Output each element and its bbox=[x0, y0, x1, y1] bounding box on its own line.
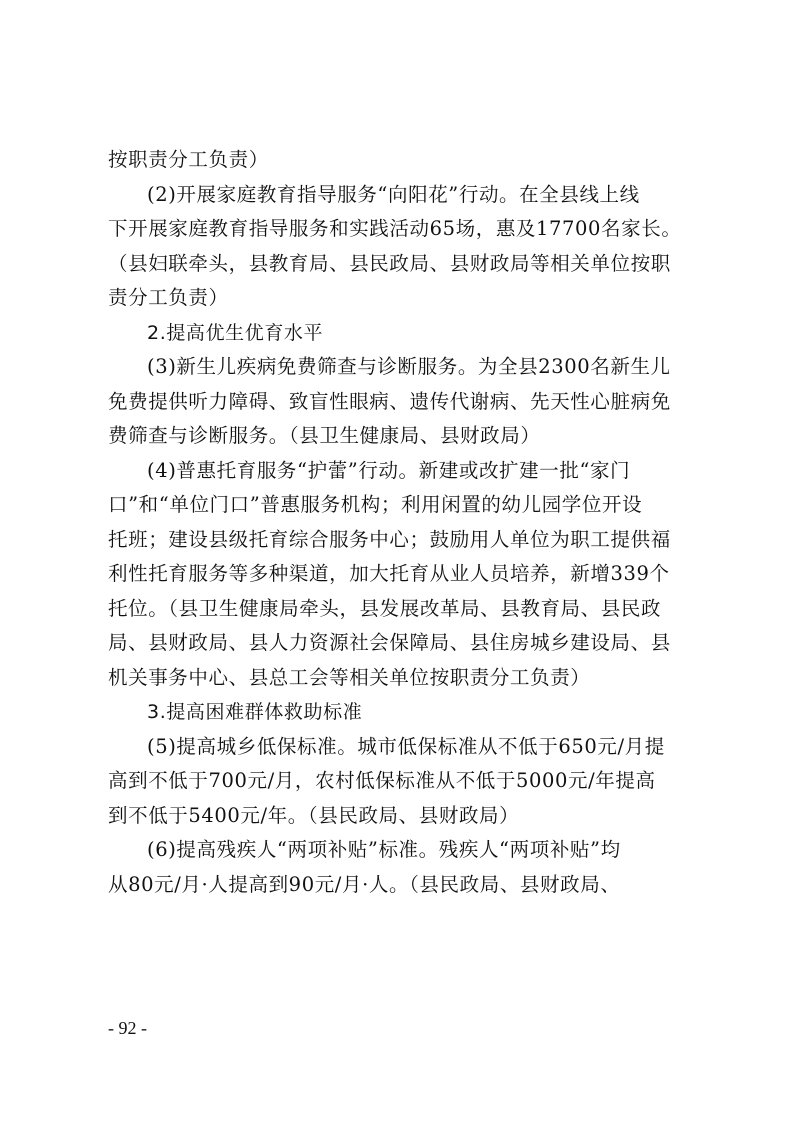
item-5-line-1: (5)提高城乡低保标准。城市低保标准从不低于650元/月提 bbox=[147, 734, 665, 758]
item-4-line-2: 口”和“单位门口”普惠服务机构；利用闲置的幼儿园学位开设 bbox=[108, 493, 643, 516]
item-3-line-2: 免费提供听力障碍、致盲性眼病、遗传代谢病、先天性心脏病免 bbox=[108, 389, 671, 413]
item-4-line-3: 托班；建设县级托育综合服务中心；鼓励用人单位为职工提供福 bbox=[108, 527, 671, 551]
item-5-line-3: 到不低于5400元/年。（县民政局、县财政局） bbox=[108, 803, 520, 827]
item-4-line-5: 托位。（县卫生健康局牵头，县发展改革局、县教育局、县民政 bbox=[108, 596, 662, 620]
text-line-1: 按职责分工负责） bbox=[108, 148, 269, 171]
item-3-line-3: 费筛查与诊断服务。（县卫生健康局、县财政局） bbox=[108, 424, 541, 447]
document-body bbox=[108, 143, 698, 902]
item-4-line-1: (4)普惠托育服务“护蕾”行动。新建或改扩建一批“家门 bbox=[147, 458, 631, 482]
item-5-line-2: 高到不低于700元/月，农村低保标准从不低于5000元/年提高 bbox=[108, 769, 656, 792]
item-4-line-6: 局、县财政局、县人力资源社会保障局、县住房城乡建设局、县 bbox=[108, 631, 671, 654]
item-6-line-1: (6)提高残疾人“两项补贴”标准。残疾人“两项补贴”均 bbox=[147, 838, 621, 861]
item-2-line-2: 下开展家庭教育指导服务和实践活动65场，惠及17700名家长。 bbox=[108, 217, 682, 240]
section-heading-2: 2.提高优生优育水平 bbox=[147, 321, 324, 344]
section-heading-3: 3.提高困难群体救助标准 bbox=[147, 701, 363, 723]
item-3-line-1: (3)新生儿疾病免费筛查与诊断服务。为全县2300名新生儿 bbox=[147, 355, 671, 378]
item-2-line-1: (2)开展家庭教育指导服务“向阳花”行动。在全县线上线 bbox=[147, 182, 640, 206]
item-4-line-4: 利性托育服务等多种渠道，加大托育从业人员培养，新增339个 bbox=[108, 562, 670, 585]
item-2-line-3: （县妇联牵头，县教育局、县民政局、县财政局等相关单位按职 bbox=[108, 251, 671, 275]
item-4-line-7: 机关事务中心、县总工会等相关单位按职责分工负责） bbox=[108, 665, 591, 689]
page-number: - 92 - bbox=[108, 1018, 147, 1038]
item-6-line-2: 从80元/月·人提高到90元/月·人。（县民政局、县财政局、 bbox=[108, 872, 621, 896]
item-2-line-4: 责分工负责） bbox=[108, 286, 229, 309]
